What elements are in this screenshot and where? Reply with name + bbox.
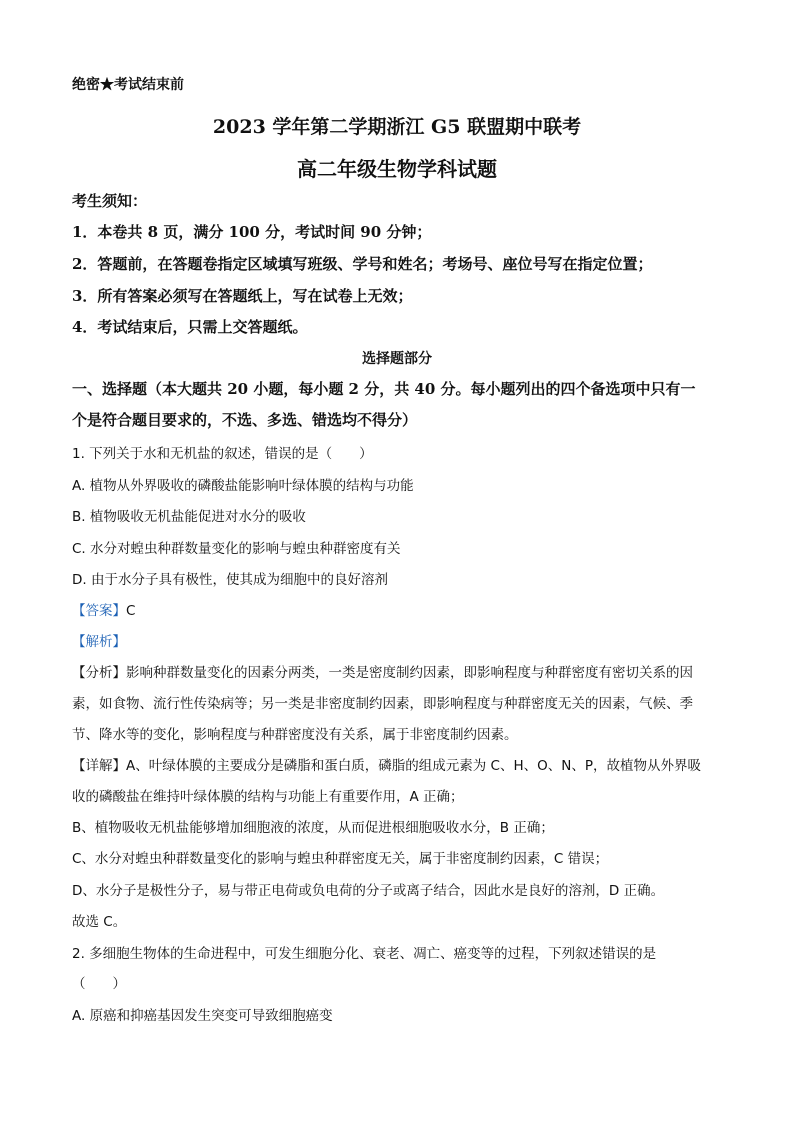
xiangjie-line: D、水分子是极性分子，易与带正电荷或负电荷的分子或离子结合，因此水是良好的溶剂，D 正确。 — [72, 883, 665, 899]
question-2-stem: 2. 多细胞生物体的生命进程中，可发生细胞分化、衰老、凋亡、癌变等的过程，下列叙述错误的是 — [72, 946, 657, 962]
notice-item: 1．本卷共 8 页，满分 100 分，考试时间 90 分钟； — [72, 223, 432, 241]
fenxi-text: 影响种群数量变化的因素分两类，一类是密度制约因素，即影响程度与种群密度有密切关系的因 — [126, 665, 693, 681]
exam-title: 2023 学年第二学期浙江 G5 联盟期中联考 — [212, 116, 582, 138]
fenxi-line: 素，如食物、流行性传染病等；另一类是非密度制约因素，即影响程度与种群密度无关的因素，气候、季 — [72, 696, 693, 712]
option-c: C. 水分对蝗虫种群数量变化的影响与蝗虫种群密度有关 — [72, 541, 401, 557]
fenxi-line: 节、降水等的变化，影响程度与种群密度没有关系，属于非密度制约因素。 — [72, 727, 518, 743]
question-1-stem: 1. 下列关于水和无机盐的叙述，错误的是（ ） — [72, 446, 373, 462]
option-a: A. 原癌和抑癌基因发生突变可导致细胞癌变 — [72, 1008, 333, 1024]
notice-heading: 考生须知： — [72, 192, 148, 210]
answer-tag: 【答案】 — [72, 603, 126, 619]
conclusion-line: 故选 C。 — [72, 914, 127, 930]
answer-line — [72, 599, 135, 619]
notice-item: 4．考试结束后，只需上交答题纸。 — [72, 318, 308, 336]
xiangjie-line: C、水分对蝗虫种群数量变化的影响与蝗虫种群密度无关，属于非密度制约因素，C 错误； — [72, 851, 609, 867]
answer-value: C — [126, 603, 136, 619]
fenxi-line — [72, 661, 693, 681]
notice-item: 3．所有答案必须写在答题纸上，写在试卷上无效； — [72, 287, 413, 305]
question-2-bracket: （ ） — [72, 976, 126, 992]
exam-subtitle: 高二年级生物学科试题 — [297, 157, 497, 181]
xiangjie-line: B、植物吸收无机盐能够增加细胞液的浓度，从而促进根细胞吸收水分，B 正确； — [72, 820, 554, 836]
option-a: A. 植物从外界吸收的磷酸盐能影响叶绿体膜的结构与功能 — [72, 478, 414, 494]
xiangjie-line — [72, 754, 701, 774]
notice-item: 2．答题前，在答题卷指定区域填写班级、学号和姓名；考场号、座位号写在指定位置； — [72, 255, 653, 273]
option-b: B. 植物吸收无机盐能促进对水分的吸收 — [72, 509, 306, 525]
analysis-tag: 【解析】 — [72, 634, 126, 650]
xiangjie-text: A、叶绿体膜的主要成分是磷脂和蛋白质，磷脂的组成元素为 C、H、O、N、P，故植物从外界吸 — [126, 758, 701, 774]
fenxi-tag: 【分析】 — [72, 665, 126, 681]
secret-mark: 绝密★考试结束前 — [72, 77, 184, 93]
section-title: 选择题部分 — [362, 351, 432, 367]
xiangjie-tag: 【详解】 — [72, 758, 126, 774]
section-heading-cont: 个是符合题目要求的，不选、多选、错选均不得分） — [72, 411, 418, 429]
section-heading: 一、选择题（本大题共 20 小题，每小题 2 分，共 40 分。每小题列出的四个备选项中只有一 — [72, 380, 696, 398]
option-d: D. 由于水分子具有极性，使其成为细胞中的良好溶剂 — [72, 572, 388, 588]
xiangjie-line: 收的磷酸盐在维持叶绿体膜的结构与功能上有重要作用，A 正确； — [72, 789, 464, 805]
